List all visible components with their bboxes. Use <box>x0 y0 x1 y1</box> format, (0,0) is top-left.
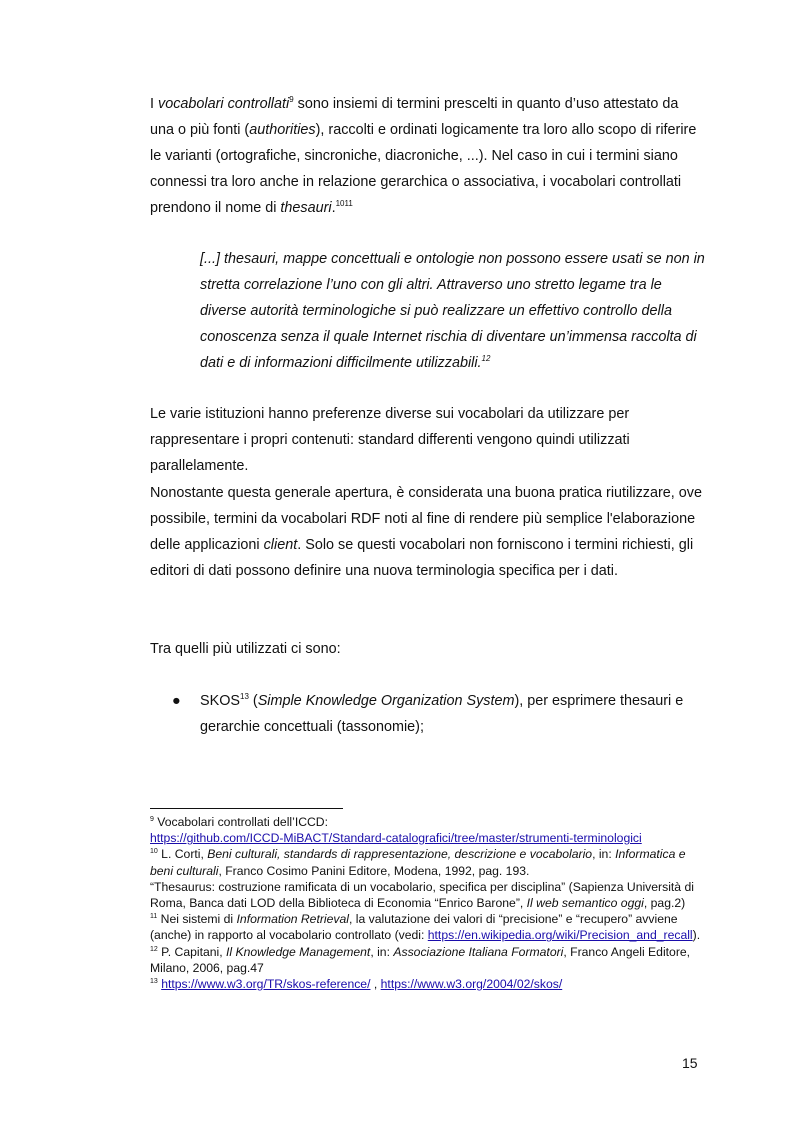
footnote-number: 9 <box>150 815 154 823</box>
text-span: , pag.2) <box>643 896 686 911</box>
text-span: , Franco Angeli Editore, Milano, 2006, pag.47 <box>150 944 691 975</box>
footnote-11 <box>150 911 710 943</box>
text-span: , in: <box>370 944 394 959</box>
italic-term: thesauri <box>280 200 332 216</box>
italic-term: authorities <box>249 122 316 138</box>
text-span: ), raccolti e ordinati logicamente tra loro allo scopo di riferire le varianti (ortografiche, sincroniche, diacroniche, ...). Nel caso in cui i termini siano connessi tra loro anche in relazione gerarchica o associativa, i vocabolari controllati prendono il nome di <box>150 122 697 216</box>
text-span: P. Capitani, <box>157 944 226 959</box>
paragraph-tra-quelli: Tra quelli più utilizzati ci sono: <box>150 641 341 657</box>
block-quote <box>200 246 710 376</box>
text-span: . Solo se questi vocabolari non forniscono i termini richiesti, gli editori di dati possono definire una nuova terminologia specifica per i dati. <box>150 537 694 579</box>
text-span: sono insiemi di termini prescelti in quanto d’uso attestato da una o più fonti ( <box>150 96 679 138</box>
footnote-link[interactable]: https://www.w3.org/TR/skos-reference/ <box>161 977 371 992</box>
footnote-link[interactable]: https://github.com/ICCD-MiBACT/Standard-catalografici/tree/master/strumenti-terminologici <box>150 831 642 846</box>
italic-term: Simple Knowledge Organization System <box>257 693 515 709</box>
text-span: Vocabolari controllati dell’ICCD: <box>153 815 328 829</box>
footnotes <box>150 814 710 992</box>
italic-term: Information Retrieval <box>236 912 349 927</box>
text-span: , Franco Cosimo Panini Editore, Modena, 1992, pag. 193. <box>218 863 530 878</box>
italic-term: Informatica e beni culturali <box>150 847 686 878</box>
footnote-link[interactable]: https://en.wikipedia.org/wiki/Precision_and_recall <box>427 928 693 943</box>
text-span: ). <box>692 928 701 943</box>
text-span: L. Corti, <box>157 847 208 862</box>
italic-term: vocabolari controllati <box>158 96 290 112</box>
footnote-link[interactable]: https://www.w3.org/2004/02/skos/ <box>380 977 563 992</box>
text-span: ( <box>248 693 258 709</box>
text-span: I <box>150 96 158 112</box>
italic-term: Associazione Italiana Formatori <box>393 944 564 959</box>
bullet-icon: ● <box>172 693 181 709</box>
quote-text: [...] thesauri, mappe concettuali e ontologie non possono essere usati se non in stretta correlazione l’uno con gli altri. Attraverso uno stretto legame tra le diverse autorità terminologiche si può realizzare un effettivo controllo della conoscenza senza il quale Internet rischia di diventare un’immensa raccolta di dati e di informazioni difficilmente utilizzabili. <box>200 251 705 371</box>
text-span: , <box>370 977 381 992</box>
text-span: “Thesaurus: costruzione ramificata di un vocabolario, specifica per disciplina” (Sapienza Università di Roma, Banca dati LOD della Biblioteca di Economia “Enrico Barone”, <box>150 879 694 911</box>
italic-term: client <box>263 537 298 553</box>
footnote-ref-10-11[interactable]: 1011 <box>335 199 353 209</box>
paragraph-istituzioni: Le varie istituzioni hanno preferenze diverse sui vocabolari da utilizzare per rappresentare i propri contenuti: standard differenti vengono quindi utilizzati parallelamente. <box>150 406 630 474</box>
page-number: 15 <box>682 1055 698 1071</box>
list-item-text <box>200 688 700 740</box>
text-span: . <box>331 200 336 216</box>
footnote-separator <box>150 808 343 809</box>
footnote-number: 13 <box>150 977 158 985</box>
footnote-number: 11 <box>150 913 158 921</box>
italic-term: Il Knowledge Management <box>226 944 371 959</box>
footnote-ref-12[interactable]: 12 <box>481 354 491 364</box>
italic-term: Il web semantico oggi <box>526 896 644 911</box>
text-span: Nonostante questa generale apertura, è considerata una buona pratica riutilizzare, ove possibile, termini da vocabolari RDF noti al fine di rendere più semplice l'elaborazione delle applicazioni <box>150 485 702 553</box>
footnote-ref-13[interactable]: 13 <box>240 692 249 702</box>
text-span: Nei sistemi di <box>157 912 237 927</box>
footnote-number: 12 <box>150 945 158 953</box>
footnote-ref-9[interactable]: 9 <box>289 95 294 105</box>
footnote-9 <box>150 814 710 846</box>
footnote-number: 10 <box>150 848 158 856</box>
footnote-10 <box>150 846 710 911</box>
text-span: , la valutazione dei valori di “precisione” e “recupero” avviene (anche) in rapporto al vocabolario controllato (vedi: <box>150 912 678 943</box>
footnote-13 <box>150 976 710 992</box>
text-span: , in: <box>592 847 616 862</box>
paragraph-vocabolari-controllati <box>150 91 705 221</box>
italic-term: Beni culturali, standards di rappresentazione, descrizione e vocabolario <box>207 847 593 862</box>
footnote-12 <box>150 944 710 976</box>
paragraph-buona-pratica <box>150 480 705 584</box>
text-span: SKOS <box>200 693 240 709</box>
text-span: ), per esprimere thesauri e gerarchie concettuali (tassonomie); <box>200 693 684 735</box>
